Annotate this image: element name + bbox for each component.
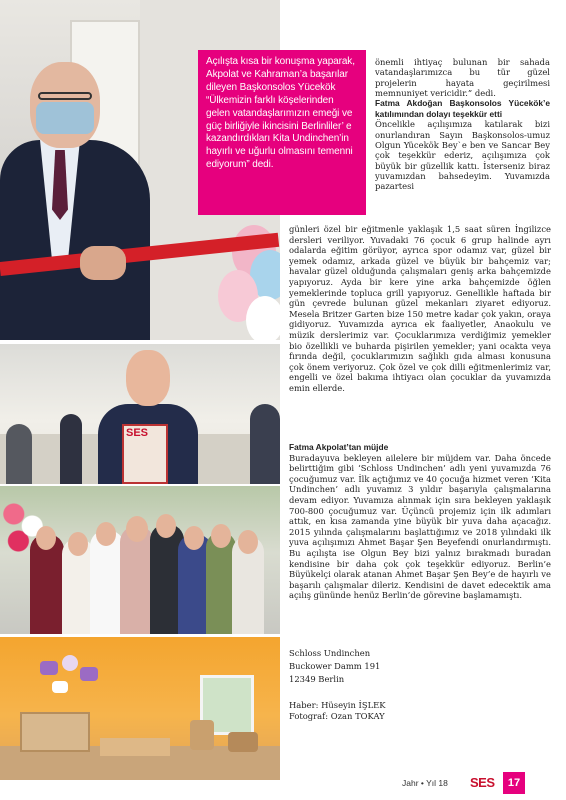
section-subhead: Fatma Akpolat’tan müjde bbox=[289, 442, 389, 452]
issue-label: Jahr • Yıl 18 bbox=[402, 778, 448, 788]
photo-group bbox=[0, 486, 280, 634]
page-footer bbox=[0, 772, 566, 796]
reporter-credit: Haber: Hüseyin İŞLEK bbox=[289, 700, 386, 710]
magazine-logo: SES bbox=[470, 775, 495, 790]
address-block bbox=[289, 647, 551, 687]
magazine-logo: SES bbox=[126, 427, 149, 439]
section-subhead: Fatma Akdoğan Başkonsolos Yücekök’e katılımından dolayı teşekkür etti bbox=[375, 98, 550, 119]
credits-block bbox=[289, 700, 551, 722]
pull-quote bbox=[198, 50, 366, 215]
pull-quote-text: Açılışta kısa bir konuşma yaparak, Akpolat ve Kahraman’a başarılar dileyen Başkonsolos Yücekök “Ülkemizin farklı köşelerinden gelen vatandaşlarımızın emeği ve güç birliğiyle ikincisini Berlinliler’ e kazandırdıkları Kita Undinchen’in hayırlı ve uğurlu olmasını temenni ediyorum” dedi. bbox=[206, 56, 355, 171]
address-line: Schloss Undinchen bbox=[289, 648, 371, 658]
paragraph: Buradayuva bekleyen ailelere bir müjdem var. Daha öncede belirttiğim gibi ‘Schloss Undinchen’ adlı yeni yuvamızda 76 çocuğumuz var. İlk açtığımız ve 40 çocuğa hizmet veren ‘Kita Undinchen’ adlı yuvamız 3 yıldır başarıyla çalışmalarına devam ediyor. Yuvamıza alınmak için sıra bekleyen yaklaşık 700-800 çocuğumuz var. Üçüncü projemiz için ilk adımları attık, en kısa zamanda yine büyük bir yuva daha açacağız. 2015 yılında çalışmalarını başlattığımız ve 2018 yılındaki ilk yuva açılışımızı Ahmet Başar Şen Beyefendi onurlandırmıştı. Bu açılışta ise Olgun Bey bizi yalnız bırakmadı buradan kendisine bir daha çok çok teşekkür ediyoruz. Berlin’e Büyükelçi olarak atanan Ahmet Başar Şen Bey’e de hayırlı ve başarılı çalışmalar dileriz. Kendisini de davet edecektik ama açılış gününde henüz Berlin’de görevine başlamamıştı. bbox=[289, 452, 551, 601]
article-column-main-2 bbox=[289, 442, 551, 601]
paragraph: Öncelikle açılışımıza katılarak bizi onurlandıran Sayın Başkonsolos-umuz Olgun Yücekök Bey`e ben ve Sancar Bey çok teşekkür ederiz, açılışımıza çok büyük bir güzellik kattı. İsterseniz biraz yuvamızdan bahsedeyim. Yuvamızda pazartesi bbox=[375, 119, 550, 192]
paragraph: önemli ihtiyaç bulunan bir sahada vatandaşlarımızca bu tür güzel projelerin hayata geçirilmesi memnuniyet vericidir.” dedi. bbox=[375, 57, 550, 98]
page-number: 17 bbox=[503, 772, 525, 794]
paragraph: günleri özel bir eğitmenle yaklaşık 1,5 saat süren İngilizce dersleri veriliyor. Yuvadaki 76 çocuk 6 grup halinde ayrı odalarda eğitim görüyor, ayrıca spor odamız var, güzel bir yemek odamız, arkada güzel ve büyük bir bahçemiz var; havalar güzel olduğunda çalışmaları geniş arka bahçemizde yapıyoruz. Ayda bir kere yine arka bahçemizde öğlen yemeklerinde topluca grill yapıyoruz. Genellikle haftada bir gün çevrede bulunan güzel mekanları ziyaret ediyoruz. Mesela Britzer Garten bize 150 metre kadar çok yakın, oraya gidiyoruz. Yuvamızda ayrıca ek faaliyetler, Anaokulu ve müzik derslerimiz var. Çocuklarımıza verdiğimiz yemekler bio özellikli ve buharda pişirilen yemekler; yani ocakta veya fırında değil, çocuklarımızın sağlıklı gıda alması konusuna çok önem veriyoruz. Çok özel ve çok dilli eğitmenlerimiz var, engelli ve özel bakıma ihtiyacı olan çocuklar da yuvamızda emin ellerde. bbox=[289, 224, 551, 393]
address-line: 12349 Berlin bbox=[289, 674, 345, 685]
photo-classroom bbox=[0, 637, 280, 780]
article-column-main bbox=[289, 224, 551, 394]
photo-man-with-magazine bbox=[0, 344, 280, 484]
address-line: Buckower Damm 191 bbox=[289, 661, 381, 672]
article-column-top bbox=[375, 57, 550, 191]
photographer-credit: Fotograf: Ozan TOKAY bbox=[289, 711, 385, 721]
